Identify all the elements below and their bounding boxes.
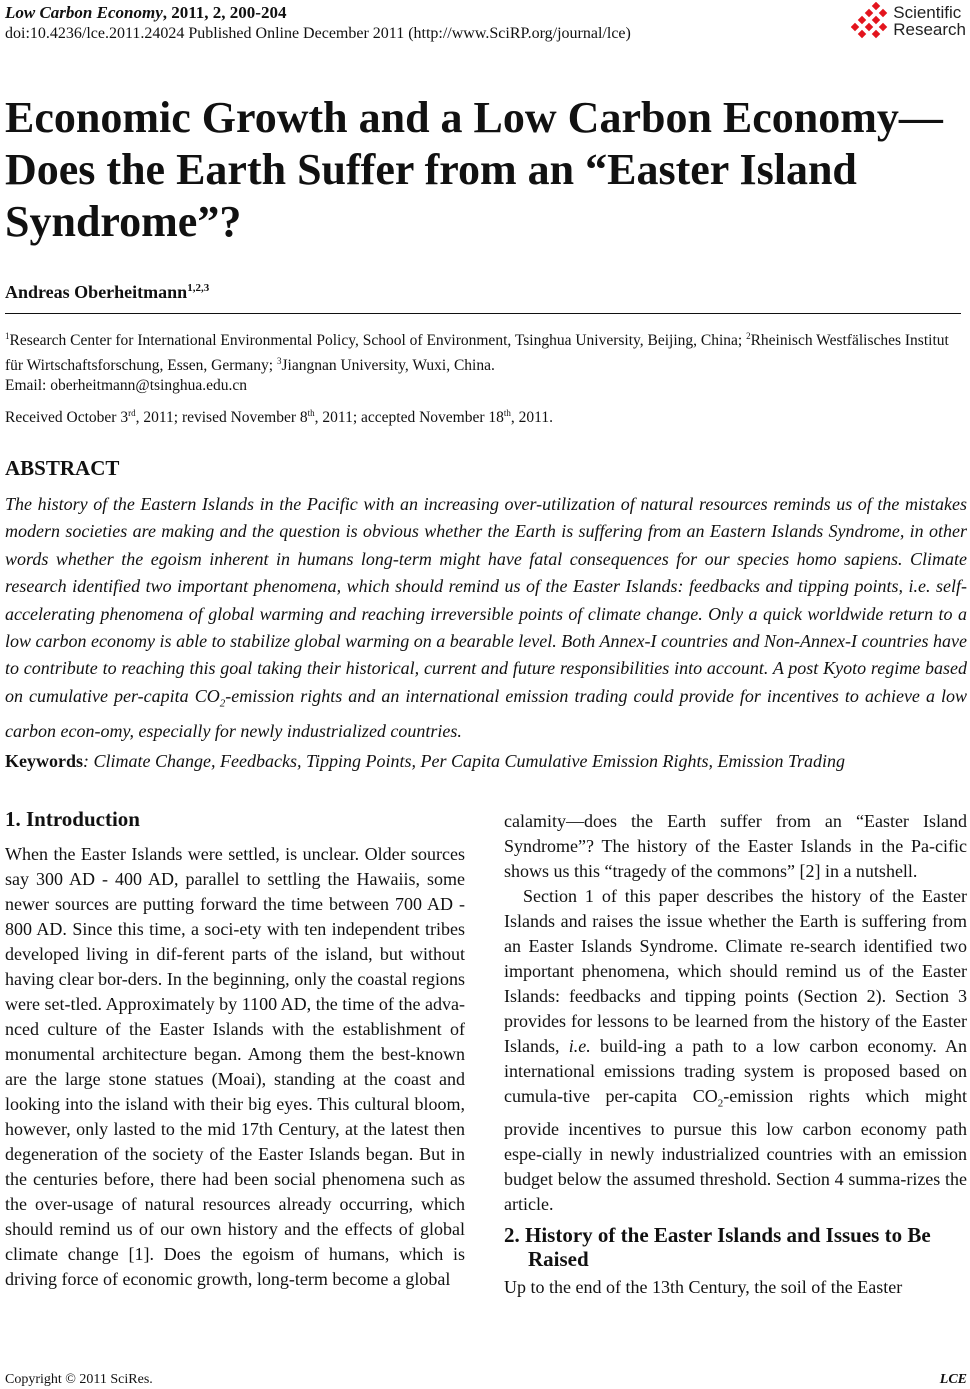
paragraph: When the Easter Islands were settled, is unclear. Older sources say 300 AD - 400 AD, parallel to settling the Hawaiis, some newer sources are putting forward the time between 700 AD - 800 AD. Since this time, a soci-ety with ten independent tribes developed living in dif-ferent parts of the island, but without having clear bor-ders. In the beginning, only the coastal regions were set-tled. Approximately by 1100 AD, the time of the adva-nced culture of the Easter Islands with the establishment of monumental architecture began. Among them the best-known are the large stone statues (Moai), standing at the coast and looking into the island with their big eyes. This cultural bloom, however, only lasted to the mid 17th Century, at the latest then degeneration of the society of the Easter Islands began. But in the centuries before, there had been social phenomena such as the over-usage of natural resources already occurring, which should remind us of our own history and the effects of global climate change [1]. Does the egoism of humans, which is driving force of economic growth, long-term become a global	[5, 844, 465, 1289]
author-affil-marks: 1,2,3	[187, 282, 210, 294]
divider	[5, 313, 961, 314]
text: build-ing a path to a low carbon economy. An international emissions trading system is proposed based on cumula-tive per-capita CO	[504, 1036, 967, 1106]
logo-text-line: Research	[893, 20, 966, 39]
ordinal: th	[503, 408, 511, 418]
affiliation: Rheinisch Westfälisches Institut für Wirtschaftsforschung, Essen, Germany;	[5, 332, 949, 375]
section-2-heading: 2. History of the Easter Islands and Issues to Be Raised	[504, 1222, 931, 1271]
affil-mark: 1	[5, 331, 10, 341]
journal-abbr: LCE	[939, 1372, 967, 1387]
doi-line: doi:10.4236/lce.2011.24024 Published Online December 2011 (http://www.SciRP.org/journal/lce)	[5, 25, 631, 42]
left-column	[5, 806, 465, 1292]
text: -emission rights which might provide incentives to pursue this low carbon economy path espe-cially in newly industrialized countries with an emission budget below the assumed threshold. Section 4 summa-rizes the article.	[504, 1086, 967, 1214]
copyright: Copyright © 2011 SciRes.	[5, 1372, 153, 1387]
ordinal: rd	[128, 408, 136, 418]
affiliations	[5, 326, 965, 396]
affil-mark: 2	[746, 331, 751, 341]
journal-name: Low Carbon Economy	[5, 3, 163, 22]
received-dates	[5, 408, 553, 427]
journal-volume: , 2011, 2, 200-204	[162, 3, 287, 22]
text: i.e.	[568, 1036, 591, 1056]
publisher-logo	[851, 2, 966, 40]
author-name: Andreas Oberheitmann	[5, 282, 188, 302]
abstract-part: The history of the Eastern Islands in the Pacific with an increasing over-utilization of natural resources reminds us of the mistakes modern societies are making and the question is obvious whether the Earth is suffering from an Eastern Islands Syndrome, in other words whether the egoism inherent in humans long-term might have fatal consequences for our species homo sapiens. Climate research identified two important phenomena, which should remind us of the Easter Islands: feedbacks and tipping points, i.e. self-accelerating phenomena of global warming and reaching irreversible points of climate change. Only a quick worldwide return to a low carbon economy is able to stabilize global warming on a bearable level. Both Annex-I countries and Non-Annex-I countries have to contribute to reaching this goal taking their historical, current and future responsibilities into account. A post Kyoto regime based on cumulative per-capita CO	[5, 494, 967, 706]
abstract-heading: ABSTRACT	[5, 456, 120, 480]
logo-text-line: Scientific	[893, 3, 962, 22]
paragraph	[504, 884, 967, 1217]
abstract-text	[5, 491, 967, 745]
paper-title: Economic Growth and a Low Carbon Economy—Does the Earth Suffer from an “Easter Island Syndrome”?	[5, 93, 943, 246]
keywords	[5, 751, 845, 772]
abstract-part: -emission rights and an international emission trading could provide for incentives to achieve a low carbon econ-omy, especially for newly industrialized countries.	[5, 685, 968, 741]
keywords-label: Keywords	[5, 751, 83, 771]
ordinal: th	[307, 408, 315, 418]
text: Section 1 of this paper describes the history of the Easter Islands and raises the issue whether the Earth is suffering from an Easter Islands Syndrome. Climate re-search identified two important phenomena, which should remind us of the Easter Islands: feedbacks and tipping points (Section 2). Section 3 provides for lessons to be learned from the history of the Easter Islands,	[504, 886, 967, 1056]
date-text: Received October 3	[5, 409, 129, 427]
paragraph: calamity—does the Earth suffer from an “Easter Island Syndrome”? The history of the Easter Islands in the Pa-cific shows us this “tragedy of the commons” [2] in a nutshell.	[504, 811, 967, 881]
affil-mark: 3	[277, 356, 282, 367]
logo-diamonds-icon	[851, 2, 889, 40]
date-text: , 2011; revised November 8	[135, 409, 308, 427]
date-text: , 2011.	[510, 409, 553, 427]
page-footer	[5, 1372, 967, 1388]
date-text: , 2011; accepted November 18	[314, 409, 504, 427]
right-column	[504, 809, 967, 1300]
affiliation: Research Center for International Environmental Policy, School of Environment, Tsinghua University, Beijing, China;	[9, 332, 747, 350]
section-1-heading: 1. Introduction	[5, 807, 140, 831]
paragraph: Up to the end of the 13th Century, the soil of the Easter	[504, 1276, 903, 1297]
keywords-list: : Climate Change, Feedbacks, Tipping Points, Per Capita Cumulative Emission Rights, Emission Trading	[83, 751, 845, 771]
affiliation: Jiangnan University, Wuxi, China.	[281, 357, 495, 375]
author	[5, 282, 209, 303]
author-email[interactable]: Email: oberheitmann@tsinghua.edu.cn	[5, 377, 247, 395]
subscript: 2	[717, 1097, 724, 1110]
journal-citation	[5, 2, 286, 24]
subscript: 2	[219, 697, 226, 710]
